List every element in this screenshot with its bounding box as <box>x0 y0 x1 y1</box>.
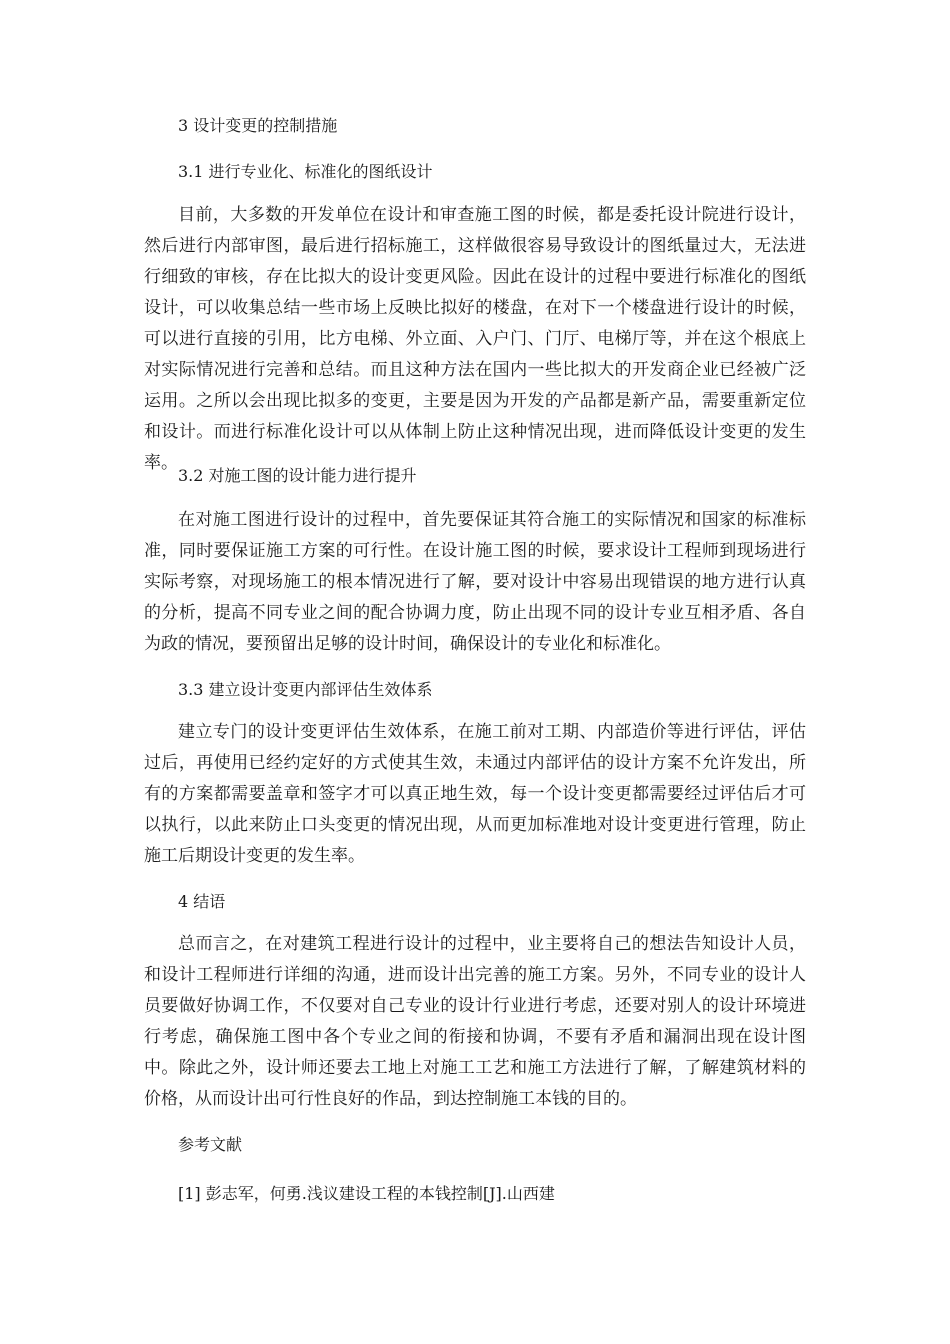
section-3-1-paragraph: 目前，大多数的开发单位在设计和审查施工图的时候，都是委托设计院进行设计，然后进行内部审图，最后进行招标施工，这样做很容易导致设计的图纸量过大，无法进行细致的审核，存在比拟大的设计变更风险。因此在设计的过程中要进行标准化的图纸设计，可以收集总结一些市场上反映比拟好的楼盘，在对下一个楼盘进行设计的时候，可以进行直接的引用，比方电梯、外立面、入户门、门厅、电梯厅等，并在这个根底上对实际情况进行完善和总结。而且这种方法在国内一些比拟大的开发商企业已经被广泛运用。之所以会出现比拟多的变更，主要是因为开发的产品都是新产品，需要重新定位和设计。而进行标准化设计可以从体制上防止这种情况出现，进而降低设计变更的发生率。 <box>144 205 806 473</box>
section-4-heading: 4 结语 <box>178 892 226 911</box>
section-3-3-paragraph: 建立专门的设计变更评估生效体系，在施工前对工期、内部造价等进行评估，评估过后，再使用已经约定好的方式使其生效，未通过内部评估的设计方案不允许发出，所有的方案都需要盖章和签字才可以真正地生效，每一个设计变更都需要经过评估后才可以执行，以此来防止口头变更的情况出现，从而更加标准地对设计变更进行管理，防止施工后期设计变更的发生率。 <box>144 722 806 866</box>
section-3-heading: 3 设计变更的控制措施 <box>178 116 338 135</box>
section-3-2-heading: 3.2 对施工图的设计能力进行提升 <box>178 466 417 485</box>
reference-item: [1] 彭志军，何勇.浅议建设工程的本钱控制[J].山西建 <box>178 1184 555 1203</box>
section-3-2-paragraph: 在对施工图进行设计的过程中，首先要保证其符合施工的实际情况和国家的标准标准，同时要保证施工方案的可行性。在设计施工图的时候，要求设计工程师到现场进行实际考察，对现场施工的根本情况进行了解，要对设计中容易出现错误的地方进行认真的分析，提高不同专业之间的配合协调力度，防止出现不同的设计专业互相矛盾、各自为政的情况，要预留出足够的设计时间，确保设计的专业化和标准化。 <box>144 510 806 654</box>
section-3-3-heading: 3.3 建立设计变更内部评估生效体系 <box>178 680 433 699</box>
references-title: 参考文献 <box>178 1135 243 1154</box>
section-4-paragraph: 总而言之，在对建筑工程进行设计的过程中，业主要将自己的想法告知设计人员，和设计工程师进行详细的沟通，进而设计出完善的施工方案。另外，不同专业的设计人员要做好协调工作，不仅要对自己专业的设计行业进行考虑，还要对别人的设计环境进行考虑，确保施工图中各个专业之间的衔接和协调，不要有矛盾和漏洞出现在设计图中。除此之外，设计师还要去工地上对施工工艺和施工方法进行了解，了解建筑材料的价格，从而设计出可行性良好的作品，到达控制施工本钱的目的。 <box>144 934 806 1109</box>
section-3-1-heading: 3.1 进行专业化、标准化的图纸设计 <box>178 162 433 181</box>
